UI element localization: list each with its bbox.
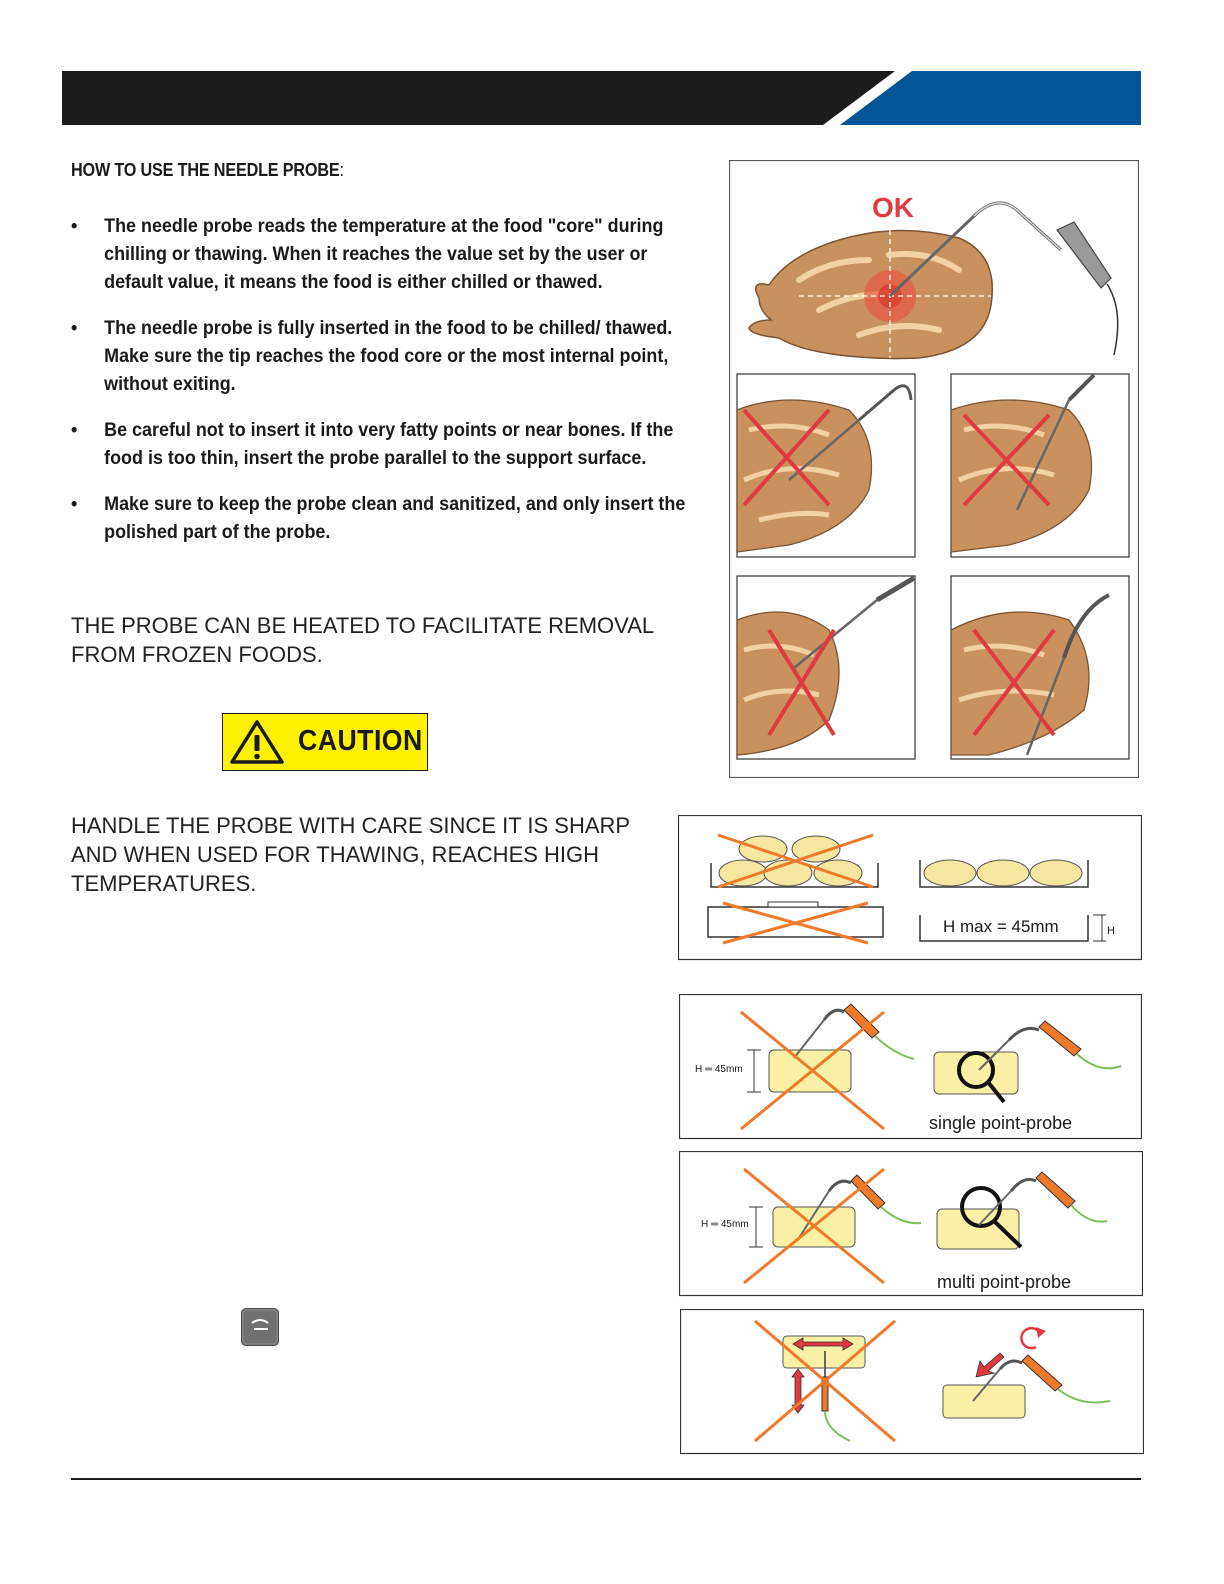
heading-text: HOW TO USE THE NEEDLE PROBE (71, 160, 340, 180)
bullet-dot: • (71, 493, 78, 515)
wrong-panel-1 (737, 374, 915, 557)
caution-text: CAUTION (298, 725, 423, 757)
tray-height-figure (678, 815, 1142, 961)
bullet-text: The needle probe reads the temperature at the food "core" during chilling or thawing. When it reaches the value set by the user or default value, it means the food is either chilled or thawed. (104, 215, 664, 293)
warning-triangle-icon (229, 719, 285, 765)
wrong-panel-3 (737, 576, 915, 759)
bullet-text: Make sure to keep the probe clean and sanitized, and only insert the polished part of the probe. (104, 493, 686, 543)
heated-note: THE PROBE CAN BE HEATED TO FACILITATE REMOVAL FROM FROZEN FOODS. (71, 613, 654, 667)
single-probe-figure (679, 994, 1142, 1140)
ok-label: OK (872, 192, 914, 223)
section-heading (71, 160, 344, 181)
list-item (71, 416, 702, 472)
bullet-text: Be careful not to insert it into very fatty points or near bones. If the food is too thin, insert the probe parallel to the support surface. (104, 419, 674, 469)
multi-probe-label: multi point-probe (937, 1272, 1072, 1292)
bullet-dot: • (71, 317, 78, 339)
footer-divider (71, 1478, 1141, 1480)
bullet-text: The needle probe is fully inserted in the food to be chilled/ thawed. Make sure the tip reaches the food core or the most internal point, without exiting. (104, 317, 673, 395)
h-label: H (1107, 925, 1115, 937)
list-item (71, 490, 702, 546)
bullet-dot: • (71, 419, 78, 441)
handle-note: HANDLE THE PROBE WITH CARE SINCE IT IS SHARP AND WHEN USED FOR THAWING, REACHES HIGH TEMPERATURES. (71, 813, 630, 896)
wrong-panel-2 (951, 374, 1129, 557)
h45-label-single: H ═ 45mm (695, 1064, 743, 1075)
header-blue-band (840, 71, 1141, 125)
probe-key-button[interactable] (241, 1308, 279, 1346)
instruction-list (71, 212, 686, 564)
hmax-label: H max = 45mm (943, 917, 1059, 936)
heading-colon: : (339, 160, 344, 180)
list-item (71, 314, 702, 398)
probe-removal-figure (680, 1309, 1144, 1455)
header-dark-band (62, 71, 895, 125)
needle-insertion-figure (729, 160, 1139, 778)
h45-label-multi: H ═ 45mm (701, 1219, 749, 1230)
wrong-panel-4 (951, 576, 1129, 759)
header-bar (0, 0, 1224, 130)
probe-icon (242, 1309, 278, 1345)
multi-probe-figure (679, 1151, 1143, 1297)
bullet-dot: • (71, 215, 78, 237)
caution-label (222, 713, 428, 771)
single-probe-label: single point-probe (929, 1113, 1073, 1133)
list-item (71, 212, 702, 296)
